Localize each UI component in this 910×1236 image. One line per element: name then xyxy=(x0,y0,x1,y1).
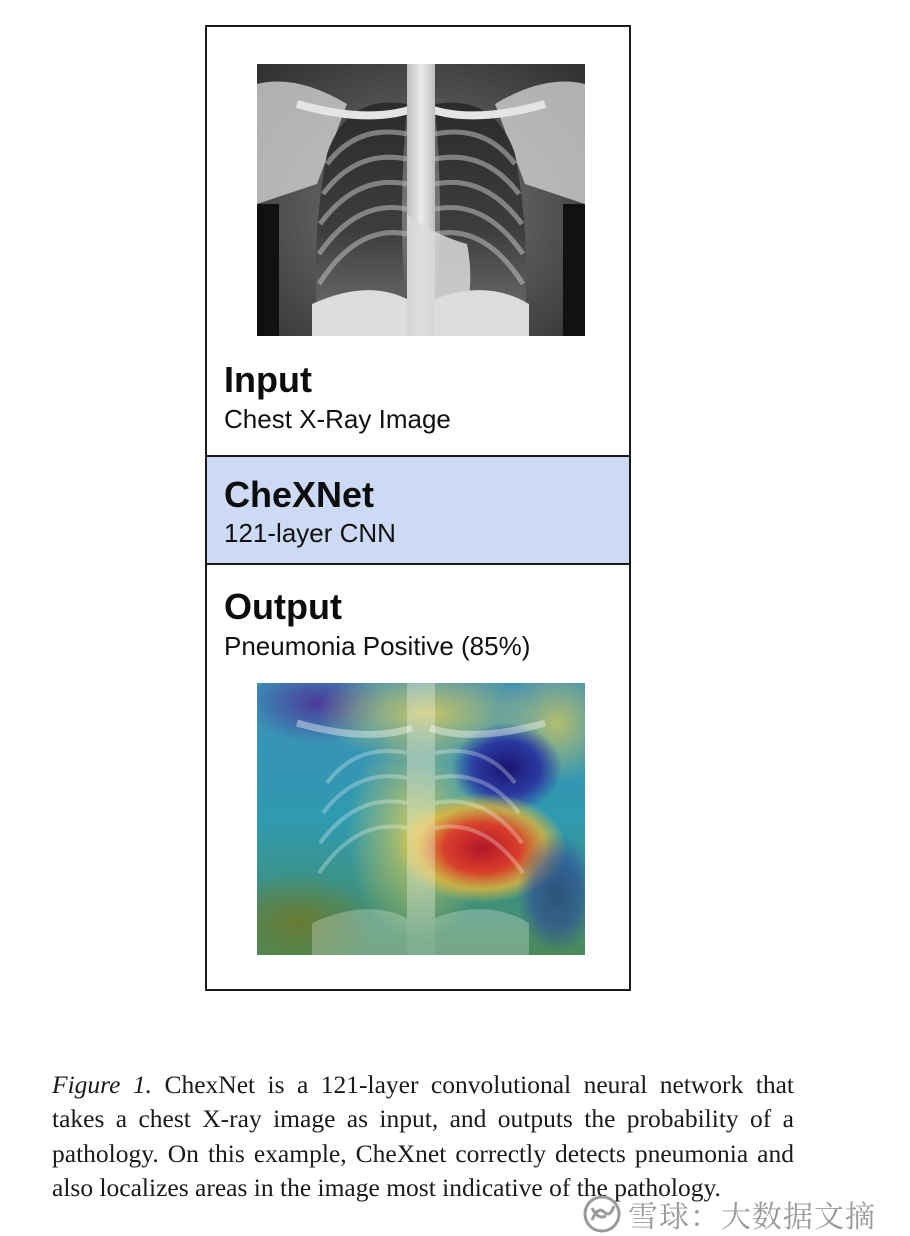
input-xray-image xyxy=(257,64,585,336)
output-heatmap-image xyxy=(257,683,585,955)
model-title: CheXNet xyxy=(224,474,375,515)
figure-caption-text: ChexNet is a 121-layer convolutional neural network that takes a chest X-ray image as input, and outputs the probability of a pathology. On this example, CheXnet correctly detects pneumonia and also localizes areas in the image most indicative of the pathology. xyxy=(52,1069,794,1202)
watermark-text: 雪球：大数据文摘 xyxy=(628,1200,876,1235)
figure-diagram xyxy=(205,25,631,991)
model-subtitle: 121-layer CNN xyxy=(224,518,396,548)
watermark xyxy=(582,1192,876,1236)
model-band xyxy=(207,455,629,565)
input-subtitle: Chest X-Ray Image xyxy=(224,404,451,434)
figure-caption-label: Figure 1. xyxy=(52,1069,153,1099)
figure-caption xyxy=(52,1068,794,1206)
output-title: Output xyxy=(224,586,342,627)
input-title: Input xyxy=(224,359,312,400)
xueqiu-logo-icon xyxy=(582,1194,622,1234)
output-subtitle: Pneumonia Positive (85%) xyxy=(224,631,531,661)
